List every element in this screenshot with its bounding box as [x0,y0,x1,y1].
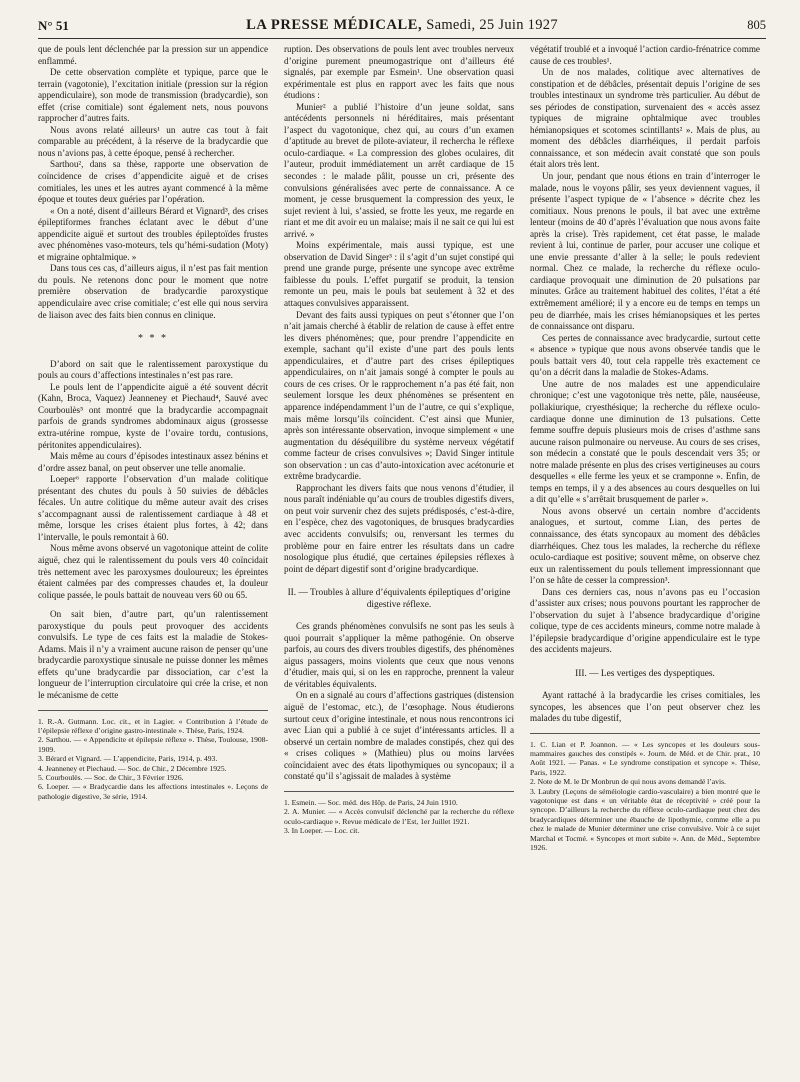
paragraph: Nous avons relaté ailleurs¹ un autre cas tout à fait comparable au précédent, à la réserve de la bradycardie que nous n’avions pas, à cette époque, pensé à rechercher. [38,124,268,158]
footnote-rule [284,791,514,792]
paragraph: Ces pertes de connaissance avec bradycardie, surtout cette « absence » typique que nous avons observée tandis que le pouls battait vers 40, tout cela rappelle très exactement ce qu’on a décrit dans la maladie de Stokes-Adams. [530,332,760,378]
paragraph: ruption. Des observations de pouls lent avec troubles nerveux d’origine purement pneumogastrique ont d’ailleurs été signalés, par exemple par Esmein¹. Une observation quasi expérimentale est plus en rapport avec les faits que nous étudions : [284,44,514,101]
footnote-rule [38,710,268,711]
paragraph: Le pouls lent de l’appendicite aiguë a été souvent décrit (Kahn, Broca, Vaquez) Jeanneney et Piechaud⁴, Sauvé avec Courboulès⁵ ont montré que la bradycardie accompagnait parfois de grands syndromes abdominaux aigus (grossesse extra-utérine rompue, kyste de l’ovaire tordu, contusions, péritonites appendiculaires). [38,381,268,450]
paragraph: Une autre de nos malades est une appendiculaire chronique; c’est une vagotonique très nette, pâle, nauséeuse, pollakiurique, cryesthésique; la recherche du réflexe oculo-cardiaque donne une diminution de 13 pulsations. Cette femme souffre depuis plusieurs mois de crises d’asthme sans aucune raison pulmonaire ou nerveuse. Au cours de ses crises, son médecin a constaté que le pouls descendait vers 35; or notre malade présente en plus des crises vertigineuses au cours desquelles « elle ferme les yeux et se cramponne ». Enfin, de temps en temps, il y a des absences au cours desquelles on lui a dit qu’elle « s’arrêtait brusquement de parler ». [530,378,760,505]
column-2 [284,44,514,1074]
column-1 [38,44,268,1074]
footnote-rule [530,733,760,734]
footnote: 3. Laubry (Leçons de séméiologie cardio-vasculaire) a bien montré que le vagotonique est dans « un véritable état de réceptivité » créé pour la syncope. D’ailleurs la recherche du réflexe oculo-cardiaque peut chez des bradycardiques déterminer une ébauche de lipothymie, comme elle a pu chez le malade de Munier déterminer une crise convulsive. Voir à ce sujet Marchal et Tocmé. « Syncopes et mort subite ». Ann. de Méd., Septembre 1926. [530,786,760,853]
paragraph: Devant des faits aussi typiques on peut s’étonner que l’on n’ait jamais cherché à établir de relation de cause à effet entre les divers phénomènes; que, pour prendre l’appendicite en exemple, sachant qu’il existe d’une part des pouls lents appendiculaires, et d’autre part des crises épileptiques appendiculaires, on n’ait jamais songé à compter le pouls au cours de ces crises. Or le rapprochement n’a pas été fait, non seulement lorsque les deux phénomènes se présentent en apparence indépendamment l’un de l’autre, ce qui s’explique, mais même lorsqu’ils coïncident. C’est ainsi que Munier, après son intéressante observation, invoque simplement « une augmentation du déséquilibre du système nerveux végétatif comme facteur de crises convulsives »; David Singer intitule son observation : un cas d’auto-intoxication avec acétonurie et extrême bradycardie. [284,309,514,482]
section-separator: * * * [138,333,168,345]
paragraph: Munier² a publié l’histoire d’un jeune soldat, sans antécédents personnels ni héréditaires, mais présentant l’aspect du vagotonique, chez qui, au cours d’un examen d’aptitude au brevet de pilote-aviateur, il rechercha le réflexe oculo-cardiaque. « La compression des globes oculaires, dit l’auteur, produit immédiatement un arrêt cardiaque de 15 secondes : le malade pâlit, pousse un cri, présente des convulsions généralisées avec perte de connaissance. A ce moment, je cesse brusquement la compression des yeux, le sujet revient à lui, s’assied, se frotte les yeux, me regarde en riant et me dit avoir eu un malaise; mais il ne sait ce qui lui est arrivé. » [284,101,514,239]
journal-title: LA PRESSE MÉDICALE, [246,17,423,33]
issue-date: Samedi, 25 Juin 1927 [422,17,558,33]
paragraph: D’abord on sait que le ralentissement paroxystique du pouls au cours d’affections intestinales n’est pas rare. [38,358,268,381]
paragraph: On sait bien, d’autre part, qu’un ralentissement paroxystique du pouls peut provoquer des accidents convulsifs. Le type de ces faits est la maladie de Stokes-Adams. Mais il n’y a vraiment aucune raison de penser qu’une bradycardie paroxystique sinusale ne puisse donner les mêmes effets qu’une bradycardie par dissociation, car c’est la longueur de l’interruption circulatoire qui crée la crise, et non le mécanisme de cette [38,609,268,700]
footnote: 5. Courboulès. — Soc. de Chir., 3 Février 1926. [38,772,184,782]
paragraph: Ces grands phénomènes convulsifs ne sont pas les seuls à quoi pourrait s’appliquer la même pathogénie. On observe parfois, au cours des divers troubles digestifs, des phénomènes aigus passagers, moins violents que ceux que nous venons d’étudier, mais qui, si on les en rapproche, prennent la valeur de véritables équivalents. [284,621,514,689]
page-number: 805 [747,18,766,32]
paragraph: « On a noté, disent d’ailleurs Bérard et Vignard³, des crises épileptiformes franches éclatant avec le début d’une appendicite aiguë et surtout des troubles épileptoïdes frustes avec phénomènes vaso-moteurs, tels qu’hémi-sudation (Moty) et migraine ophtalmique. » [38,205,268,262]
paragraph: Ayant rattaché à la bradycardie les crises comitiales, les syncopes, les absences que l’on peut observer chez les malades du tube digestif, [530,689,760,724]
paragraph: Loeper⁶ rapporte l’observation d’un malade colitique présentant des chutes du pouls à 50 suivies de débâcles fécales. Un autre colitique du même auteur avait des crises s’accompagnant aussi de ralentissement cardiaque à 48 et même, lorsque les crises étaient plus fortes, à 42; dans l’intervalle, le pouls remontait à 60. [38,474,268,542]
header-rule [38,38,766,39]
paragraph: Mais même au cours d’épisodes intestinaux assez bénins et d’ordre assez banal, on peut observer une telle anomalie. [38,451,268,473]
footnote: 3. In Loeper. — Loc. cit. [284,826,360,836]
footnote: 3. Bérard et Vignard. — L’appendicite, Paris, 1914, p. 493. [38,754,218,764]
footnote: 2. Sarthou. — « Appendicite et épilepsie réflexe ». Thèse, Toulouse, 1908-1909. [38,735,268,754]
section-heading: III. — Les vertiges des dyspeptiques. [575,668,715,679]
paragraph: Rapprochant les divers faits que nous venons d’étudier, il nous paraît indéniable qu’au cours de troubles digestifs divers, on peut voir survenir chez des sujets prédisposés, c’est-à-dire, en l’espèce, chez des vagotoniques, de brusques bradycardies avec accidents convulsifs; ou, renversant les termes du problème pour en faire entrer les résultats dans un cadre nosologique plus étudié, que certaines épilepsies réflexes à point de départ digestif sont d’origine bradycardique. [284,482,514,574]
paragraph: Sarthou², dans sa thèse, rapporte une observation de coïncidence de crises d’appendicite aiguë et de crises comitiales, les unes et les autres ayant commencé à la même époque et toutes deux guéries par l’opération. [38,159,268,205]
footnote: 1. C. Lian et P. Joannon. — « Les syncopes et les douleurs sous-mammaires gauches des constipés ». Journ. de Méd. et de Chir. prat., 10 Août 1921. — Panas. « Le syndrome constipation et syncope ». Thèse, Paris, 1922. [530,739,760,777]
journal-title-line [38,17,766,34]
footnote: 6. Loeper. — « Bradycardie dans les affections intestinales ». Leçons de pathologie digestive, 3e série, 1914. [38,782,268,801]
paragraph: De cette observation complète et typique, parce que le terrain (vagotonie), l’excitation initiale (pression sur la région appendiculaire), son mode de transmission (bradycardie), son effet (crise comitiale) sont également nets, nous pouvons rapprocher d’autres faits. [38,67,268,124]
footnote: 4. Jeanneney et Piechaud. — Soc. de Chir., 2 Décembre 1925. [38,763,227,773]
section-heading: II. — Troubles à allure d’équivalents épileptiques d’origine digestive réflexe. [287,588,511,611]
footnote: 1. Esmein. — Soc. méd. des Hôp. de Paris, 24 Juin 1910. [284,797,458,807]
paragraph: Un jour, pendant que nous étions en train d’interroger le malade, nous le voyons pâlir, ses yeux deviennent vagues, il présente l’aspect typique de « l’absence » décrite chez les comitiaux. Nous prenons le pouls, il bat avec une extrême lenteur (moins de 40 d’après l’évaluation que nous avons faite après la crise). Très rapidement, cet état passe, le malade revient à lui, continue de parler, pour accuser une colique et une envie pressante d’aller à la selle; le pouls redevient normal. Chez ce malade, la recherche du réflexe oculo-cardiaque provoquait une diminution de 20 pulsations par minutes. Grâce au traitement habituel des colites, l’état a été extrêmement amélioré; il y a encore eu de temps en temps un peu de diarrhée, mais les crises hémianopsiques et les pertes de connaissance ont disparu. [530,171,760,332]
paragraph: Dans ces derniers cas, nous n’avons pas eu l’occasion d’assister aux crises; nous pouvons pourtant les rapprocher de l’observation du sujet à l’absence bradycardique d’origine colique, type de ces accidents mineurs, comme notre malade à l’épilepsie bradycardique d’origine appendiculaire est le type des accidents majeurs. [530,586,760,655]
paragraph: Moins expérimentale, mais aussi typique, est une observation de David Singer³ : il s’agit d’un sujet constipé qui prend une grande purge, présente une syncope avec extrême faiblesse du pouls. L’effet purgatif se produit, la tension remonte un peu, mais le pouls bat seulement à 32 et des attaques convulsives apparaissent. [284,240,514,309]
footnote: 1. R.-A. Gutmann. Loc. cit., et in Lagier. « Contribution à l’étude de l’épilepsie réflexe d’origine gastro-intestinale ». Thèse, Paris, 1924. [38,716,268,735]
footnote: 2. A. Munier. — « Accès convulsif déclenché par la recherche du réflexe oculo-cardiaque ». Revue médicale de l’Est, 1er Juillet 1921. [284,807,514,826]
paragraph: végétatif troublé et a invoqué l’action cardio-frénatrice comme cause de ces troubles¹. [530,44,760,66]
paragraph: Un de nos malades, colitique avec alternatives de constipation et de débâcles, présentait depuis l’origine de ses troubles intestinaux un syndrome très particulier. Au début de ses périodes de constipation, survenaient des « accès assez typiques de migraine ophtalmique avec troubles hémianopsiques et scotomes scintillants² ». Mais de plus, au moment des débâcles diarrhéiques, il perdait parfois connaissance, et son médecin avait constaté que son pouls était alors très lent. [530,67,760,170]
paragraph: On en a signalé au cours d’affections gastriques (distension aiguë de l’estomac, etc.), de l’œsophage. Nous étudierons surtout ceux d’origine intestinale, et nous nous rencontrons ici avec Lian qui a publié à ce sujet d’intéressants articles. Il a observé un certain nombre de malades constipés, chez qui des « crises coliques » (Mathieu) plus ou moins larvées coïncidaient avec des états lipothymiques ou syncopaux; il a constaté qu’il s’agissait de malades à système [284,690,514,782]
column-3 [530,44,760,1074]
issue-number: N° 51 [38,18,69,33]
footnote: 2. Note de M. le Dr Monbrun de qui nous avons demandé l’avis. [530,777,726,787]
paragraph: Nous même avons observé un vagotonique atteint de colite aiguë, chez qui le ralentissement du pouls vers 40 coïncidait très nettement avec les paroxysmes douloureux; les épreintes étaient calmées par des compresses chaudes et, la douleur colique passée, le pouls battait de nouveau vers 60 ou 65. [38,543,268,600]
running-header [38,14,766,38]
paragraph: Dans tous ces cas, d’ailleurs aigus, il n’est pas fait mention du pouls. Ne retenons donc pour le moment que notre première observation de bradycardie paroxystique appendiculaire avec crise comitiale; c’est elle qui nous servira de liaison avec des faits bien connus en clinique. [38,263,268,320]
paragraph: que de pouls lent déclenchée par la pression sur un appendice enflammé. [38,44,268,66]
paragraph: Nous avons observé un certain nombre d’accidents analogues, et surtout, comme Lian, des pertes de connaissance, des états syncopaux au moment des débâcles diarrhéiques. Chez tous les malades, la recherche du réflexe oculo-cardiaque est positive; souvent même, on observe chez eux un ralentissement du pouls tellement impressionnant que l’on se hâte de cesser la compression³. [530,505,760,586]
